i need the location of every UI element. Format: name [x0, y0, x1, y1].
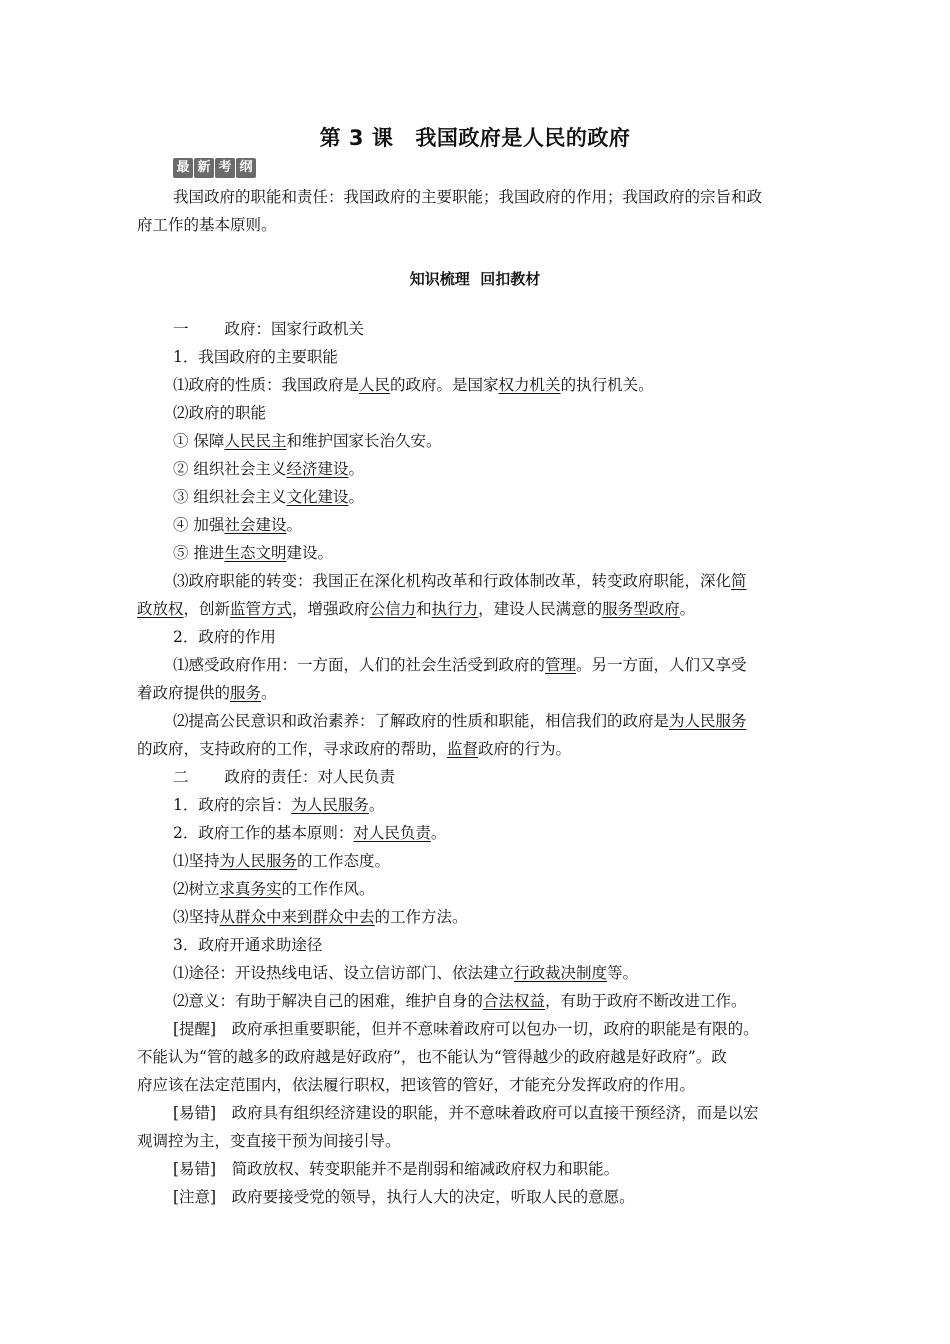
badge-char: 纲 — [236, 158, 256, 178]
badge-char: 新 — [194, 158, 214, 178]
function-item: ⑤ 推进生态文明建设。 — [173, 544, 333, 562]
outline-line: 我国政府的职能和责任：我国政府的主要职能；我国政府的作用；我国政府的宗旨和政 — [173, 188, 763, 206]
subheading: 1．政府的宗旨：为人民服务。 — [173, 796, 385, 814]
note-error-prone: [易错] 政府具有组织经济建设的职能，并不意味着政府可以直接干预经济，而是以宏 — [173, 1104, 759, 1122]
list-item: ⑵政府的职能 — [173, 404, 267, 422]
exam-outline-badge — [173, 158, 256, 178]
lesson-number: 第 3 课 — [319, 126, 394, 150]
list-item: ⑴政府的性质：我国政府是人民的政府。是国家权力机关的执行机关。 — [173, 376, 654, 394]
part-one-heading: 一 政府：国家行政机关 — [173, 320, 365, 338]
note-reminder-continued: 不能认为“管的越多的政府越是好政府”，也不能认为“管得越少的政府越是好政府”。政 — [137, 1048, 727, 1066]
list-item: ⑶政府职能的转变：我国正在深化机构改革和行政体制改革，转变政府职能，深化简 — [173, 572, 747, 590]
list-item: ⑵树立求真务实的工作作风。 — [173, 880, 375, 898]
exam-outline-text — [137, 183, 817, 239]
function-item: ② 组织社会主义经济建设。 — [173, 460, 364, 478]
badge-char: 考 — [215, 158, 235, 178]
list-item: ⑴途径：开设热线电话、设立信访部门、依法建立行政裁决制度等。 — [173, 964, 639, 982]
part-two-heading: 二 政府的责任：对人民负责 — [173, 768, 396, 786]
note-reminder-continued: 府应该在法定范围内，依法履行职权，把该管的管好，才能充分发挥政府的作用。 — [137, 1076, 696, 1094]
function-item: ④ 加强社会建设。 — [173, 516, 302, 534]
section-title: 知识梳理 回扣教材 — [409, 270, 541, 288]
function-item: ① 保障人民民主和维护国家长治久安。 — [173, 432, 442, 450]
note-attention: [注意] 政府要接受党的领导，执行人大的决定，听取人民的意愿。 — [173, 1188, 635, 1206]
page-title — [0, 122, 950, 152]
knowledge-content — [137, 315, 817, 1211]
list-item: ⑵提高公民意识和政治素养：了解政府的性质和职能，相信我们的政府是为人民服务 — [173, 712, 747, 730]
function-item: ③ 组织社会主义文化建设。 — [173, 488, 364, 506]
list-item-continued: 政放权，创新监管方式，增强政府公信力和执行力，建设人民满意的服务型政府。 — [137, 600, 696, 618]
list-item-continued: 的政府，支持政府的工作，寻求政府的帮助，监督政府的行为。 — [137, 740, 572, 758]
list-item: ⑵意义：有助于解决自己的困难，维护自身的合法权益，有助于政府不断改进工作。 — [173, 992, 747, 1010]
note-error-prone-continued: 观调控为主，变直接干预为间接引导。 — [137, 1132, 401, 1150]
note-error-prone: [易错] 简政放权、转变职能并不是削弱和缩减政府权力和职能。 — [173, 1160, 620, 1178]
subheading: 3．政府开通求助途径 — [173, 936, 323, 954]
list-item: ⑴感受政府作用：一方面，人们的社会生活受到政府的管理。另一方面，人们又享受 — [173, 656, 747, 674]
outline-line: 府工作的基本原则。 — [137, 216, 277, 234]
list-item-continued: 着政府提供的服务。 — [137, 684, 277, 702]
subheading: 1．我国政府的主要职能 — [173, 348, 338, 366]
list-item: ⑴坚持为人民服务的工作态度。 — [173, 852, 391, 870]
note-reminder: [提醒] 政府承担重要职能，但并不意味着政府可以包办一切，政府的职能是有限的。 — [173, 1020, 759, 1038]
list-item: ⑶坚持从群众中来到群众中去的工作方法。 — [173, 908, 468, 926]
lesson-name: 我国政府是人民的政府 — [415, 126, 631, 150]
subheading: 2．政府工作的基本原则：对人民负责。 — [173, 824, 447, 842]
subheading: 2．政府的作用 — [173, 628, 276, 646]
badge-char: 最 — [173, 158, 193, 178]
